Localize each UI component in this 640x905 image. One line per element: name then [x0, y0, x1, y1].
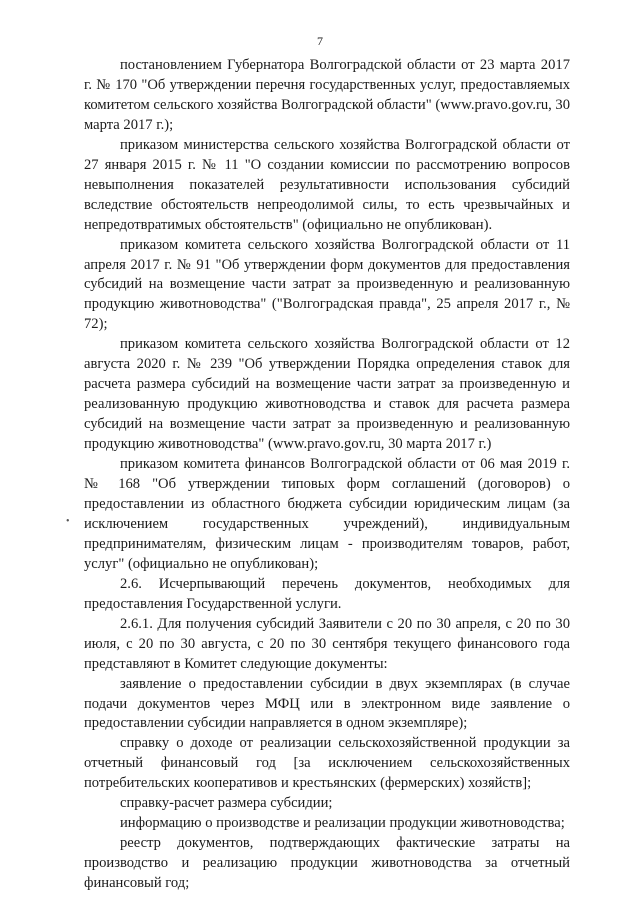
section-2-6-1: 2.6.1. Для получения субсидий Заявители с 20 по 30 апреля, с 20 по 30 июля, с 20 по 30 августа, с 20 по 30 сентября текущего финансового года представляют в Комитет следующие документы:	[84, 615, 570, 672]
list-item-production-info: информацию о производстве и реализации продукции животноводства;	[120, 815, 565, 832]
page-number: 7	[317, 34, 323, 48]
list-item-subsidy-calculation: справку-расчет размера субсидии;	[120, 795, 333, 812]
paragraph-order-168: приказом комитета финансов Волгоградской области от 06 мая 2019 г. № 168 "Об утверждении типовых форм соглашений (договоров) о предоставлении из областного бюджета субсидии юридическим лицам (за исключением государственных учреждений), индивидуальным предпринимателям, физическим лицам - производителям товаров, работ, услуг" (официально не опубликован);	[84, 456, 570, 572]
paragraph-decree-170: постановлением Губернатора Волгоградской области от 23 марта 2017 г. № 170 "Об утверждении перечня государственных услуг, предоставляемых комитетом сельского хозяйства Волгоградской области" (www.pravo.gov.ru, 30 марта 2017 г.);	[84, 57, 571, 133]
list-item-income-certificate: справку о доходе от реализации сельскохозяйственной продукции за отчетный финансовый год [за исключением сельскохозяйственных потребительских кооперативов и крестьянских (фермерских) хозяйств];	[84, 735, 570, 792]
document-body	[84, 56, 570, 894]
section-2-6-heading: 2.6. Исчерпывающий перечень документов, необходимых для предоставления Государственной услуги.	[84, 575, 570, 612]
paragraph-order-239: приказом комитета сельского хозяйства Волгоградской области от 12 августа 2020 г. № 239 "Об утверждении Порядка определения ставок для расчета размера субсидий на возмещение части затрат за произведенную и реализованную продукцию животноводства и ставок для расчета размера субсидий на возмещение части затрат за произведенную и реализованную продукцию животноводства" (www.pravo.gov.ru, 30 марта 2017 г.)	[84, 336, 570, 453]
paragraph-order-11: приказом министерства сельского хозяйства Волгоградской области от 27 января 2015 г. № 11 "О создании комиссии по рассмотрению вопросов невыполнения показателей результативности использования субсидий вследствие обстоятельств непреодолимой силы, то есть чрезвычайных и непредотвратимых обстоятельств" (официально не опубликован).	[84, 136, 570, 233]
list-item-application: заявление о предоставлении субсидии в двух экземплярах (в случае подачи документов через МФЦ или в электронном виде заявление о предоставлении субсидии направляется в одном экземпляре);	[84, 675, 570, 732]
margin-mark: •	[66, 516, 70, 527]
paragraph-order-91: приказом комитета сельского хозяйства Волгоградской области от 11 апреля 2017 г. № 91 "Об утверждении форм документов для предоставления субсидий на возмещение части затрат за произведенную и реализованную продукцию животноводства" ("Волгоградская правда", 25 апреля 2017 г., № 72);	[84, 236, 570, 333]
list-item-cost-register: реестр документов, подтверждающих фактические затраты на производство и реализацию продукции животноводства за отчетный финансовый год;	[84, 835, 570, 892]
